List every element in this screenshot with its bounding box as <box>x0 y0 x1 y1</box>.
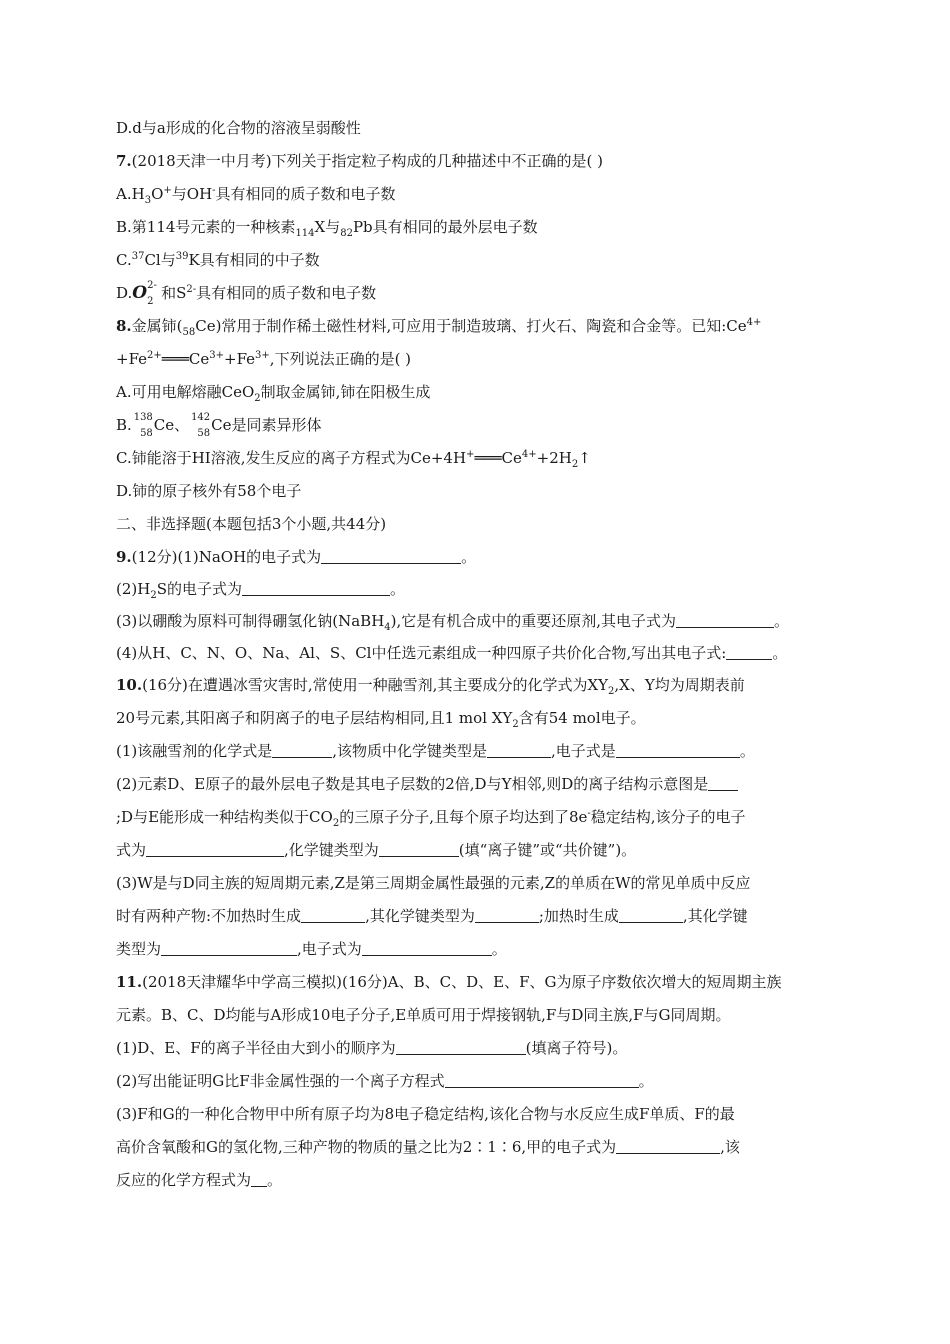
q11-part3-line2: 高价含氧酸和G的氢化物,三种产物的物质的量之比为2∶1∶6,甲的电子式为 ,该 <box>116 1138 740 1156</box>
q9-part1: 9.(12分)(1)NaOH的电子式为 。 <box>116 548 477 566</box>
q9-part2: $(2)H_2S$的电子式为 。 <box>116 580 406 601</box>
q10-stem-line1: 10.(16分)在遭遇冰雪灾害时,常使用一种融雪剂,其主要成分的化学式为$XY_2,X$、Y均为周期表前 <box>116 676 745 697</box>
answer-blank[interactable] <box>445 1073 639 1088</box>
answer-blank[interactable] <box>616 1139 720 1154</box>
q10-part2-line3: 式为 ,化学键类型为 (填“离子键”或“共价键”)。 <box>116 841 637 859</box>
q10-part2-line2: ;D与E能形成一种结构类似于$CO_2$的三原子分子,且每个原子均达到了8e-稳定结构,该分子的电子 <box>116 808 746 829</box>
q11-part2: (2)写出能证明G比F非金属性强的一个离子方程式 。 <box>116 1072 654 1090</box>
q9-part4: (4)从H、C、N、O、Na、Al、S、Cl中任选元素组成一种四原子共价化合物,写出其电子式: 。 <box>116 644 788 662</box>
q8-option-d: D.铈的原子核外有58个电子 <box>116 482 302 500</box>
answer-blank[interactable] <box>708 776 738 791</box>
answer-blank[interactable] <box>242 581 390 596</box>
q11-part3-line1: (3)F和G的一种化合物甲中所有原子均为8电子稳定结构,该化合物与水反应生成F单质、F的最 <box>116 1105 735 1123</box>
q10-stem-line2: 20号元素,其阳离子和阴离子的电子层结构相同,且1 mol $XY_2$含有54 mol电子。 <box>116 709 646 730</box>
peroxide-ion-formula: O 2- 2 <box>132 279 157 307</box>
answer-blank[interactable] <box>676 613 774 628</box>
q7-option-d: D.O 2- 2 和$S^{2-}$具有相同的质子数和电子数 <box>116 279 377 307</box>
answer-blank[interactable] <box>272 743 332 758</box>
q11-stem-line1: 11.(2018天津耀华中学高三模拟)(16分)A、B、C、D、E、F、G为原子序数依次增大的短周期主族 <box>116 973 782 991</box>
answer-blank[interactable] <box>379 842 459 857</box>
q11-stem-line2: 元素。B、C、D均能与A形成10电子分子,E单质可用于焊接钢轨,F与D同主族,F与G同周期。 <box>116 1006 731 1024</box>
q8-option-b: B. 138 58 Ce、 142 58 Ce是同素异形体 <box>116 412 322 439</box>
q11-part1: (1)D、E、F的离子半径由大到小的顺序为 (填离子符号)。 <box>116 1039 628 1057</box>
answer-blank[interactable] <box>396 1040 526 1055</box>
nuclide-ce142: 142 58 <box>191 412 211 439</box>
answer-blank[interactable] <box>616 743 740 758</box>
q11-part3-line3: 反应的化学方程式为 。 <box>116 1171 283 1189</box>
q10-part1: (1)该融雪剂的化学式是 ,该物质中化学键类型是 ,电子式是 。 <box>116 742 755 760</box>
q7-option-b: B.第114号元素的一种核素$_{114}$X与$_{82}$Pb具有相同的最外层电子数 <box>116 218 538 239</box>
q10-part3-line1: (3)W是与D同主族的短周期元素,Z是第三周期金属性最强的元素,Z的单质在W的常见单质中反应 <box>116 874 751 892</box>
q10-part2-line1: (2)元素D、E原子的最外层电子数是其电子层数的2倍,D与Y相邻,则D的离子结构示意图是 <box>116 768 846 801</box>
section-heading: 二、非选择题(本题包括3个小题,共44分) <box>116 515 387 533</box>
q8-option-a: A.可用电解熔融CeO$_2$制取金属铈,铈在阳极生成 <box>116 383 431 404</box>
answer-blank[interactable] <box>301 908 365 923</box>
q7-option-c: C.$^{37}$Cl与$^{39}$K具有相同的中子数 <box>116 251 320 269</box>
q6-option-d: D.d与a形成的化合物的溶液呈弱酸性 <box>116 119 361 137</box>
q7-stem: 7.(2018天津一中月考)下列关于指定粒子构成的几种描述中不正确的是( ) <box>116 152 604 170</box>
answer-blank[interactable] <box>251 1172 267 1187</box>
answer-blank[interactable] <box>487 743 551 758</box>
q9-part3: (3)以硼酸为原料可制得硼氢化钠(NaBH$_4$),它是有机合成中的重要还原剂,其电子式为 。 <box>116 612 790 633</box>
answer-blank[interactable] <box>362 941 492 956</box>
answer-blank[interactable] <box>321 549 461 564</box>
nuclide-ce138: 138 58 <box>133 412 153 439</box>
answer-blank[interactable] <box>475 908 539 923</box>
document-page <box>116 112 846 1197</box>
q8-option-c: C.铈能溶于HI溶液,发生反应的离子方程式为$Ce+4H^+═══Ce^{4+}+2H_2↑$ <box>116 449 591 470</box>
answer-blank[interactable] <box>161 941 297 956</box>
q10-part3-line2: 时有两种产物:不加热时生成 ,其化学键类型为 ;加热时生成 ,其化学键 <box>116 907 748 925</box>
answer-blank[interactable] <box>146 842 284 857</box>
q7-option-a: $A.H_3O^+$与OH-具有相同的质子数和电子数 <box>116 185 396 206</box>
answer-blank[interactable] <box>726 645 772 660</box>
q10-part3-line3: 类型为 ,电子式为 。 <box>116 940 507 958</box>
q8-stem-line1: 8.金属铈$(_{58}Ce)$常用于制作稀土磁性材料,可应用于制造玻璃、打火石、陶瓷和合金等。已知$:Ce^{4+}$ <box>116 317 762 338</box>
answer-blank[interactable] <box>619 908 683 923</box>
q8-stem-line2: $+Fe^{2+}═══Ce^{3+}+Fe^{3+}$,下列说法正确的是( ) <box>116 350 412 368</box>
